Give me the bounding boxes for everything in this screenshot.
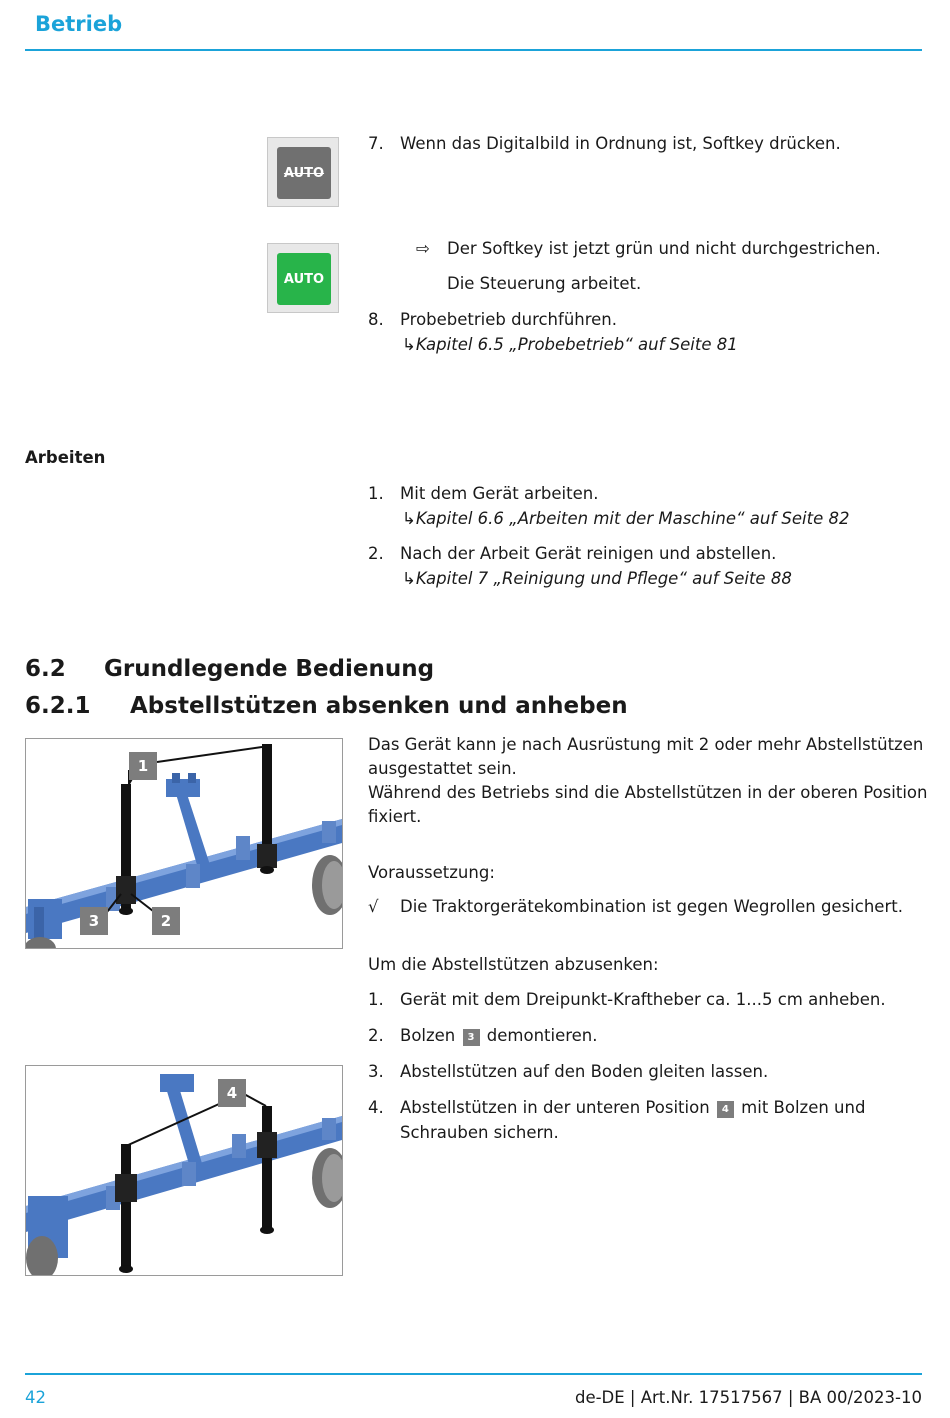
step-8-number: 8.	[368, 310, 384, 329]
clamp	[186, 864, 200, 888]
arbeiten-label: Arbeiten	[25, 448, 106, 467]
arbeiten-step-2-text: Nach der Arbeit Gerät reinigen und abstellen.	[400, 544, 777, 563]
lower-step-3-text: Abstellstützen auf den Boden gleiten lassen.	[400, 1062, 769, 1081]
arbeiten-step-1-number: 1.	[368, 484, 384, 503]
footer-doc-info: de-DE | Art.Nr. 17517567 | BA 00/2023-10	[574, 1388, 922, 1407]
softkey-auto-green-label: AUTO	[283, 271, 325, 287]
softkey-auto-grey-face	[277, 147, 331, 199]
figure1-callout-3: 3	[80, 907, 108, 935]
intro-line-1: Das Gerät kann je nach Ausrüstung mit 2 oder mehr Abstellstützen	[368, 735, 924, 754]
support-stand-left	[121, 1144, 131, 1270]
step-8-xref-link[interactable]	[402, 333, 738, 357]
link-icon: ↳	[402, 509, 416, 528]
section-number: 6.2	[25, 656, 66, 682]
result-line-1: Der Softkey ist jetzt grün und nicht durchgestrichen.	[447, 239, 881, 258]
softkey-auto-grey	[267, 137, 339, 207]
step-7-text: Wenn das Digitalbild in Ordnung ist, Softkey drücken.	[400, 134, 841, 153]
machine-illustration-raised	[26, 739, 342, 948]
clamp	[322, 821, 336, 843]
lower-step-4-pre: Abstellstützen in der unteren Position	[400, 1098, 710, 1117]
inline-callout-3: 3	[463, 1029, 480, 1046]
intro-line-4: fixiert.	[368, 807, 422, 826]
check-icon: √	[368, 897, 379, 916]
clamp	[322, 1118, 336, 1140]
lower-step-2-pre: Bolzen	[400, 1026, 456, 1045]
link-icon: ↳	[402, 569, 416, 588]
lower-step-1-number: 1.	[368, 990, 384, 1009]
support-stand-right	[262, 1106, 272, 1230]
frame-beam-highlight	[26, 819, 342, 914]
softkey-auto-grey-label: AUTO	[283, 165, 325, 181]
link-icon: ↳	[402, 335, 416, 354]
clamp	[236, 836, 250, 860]
header-rule	[25, 49, 922, 51]
subsection-title: Abstellstützen absenken und anheben	[130, 693, 628, 719]
step-8-xref-text: Kapitel 6.5 „Probebetrieb“ auf Seite 81	[415, 335, 738, 354]
headstock-mast	[166, 1084, 204, 1174]
arbeiten-step-1-text: Mit dem Gerät arbeiten.	[400, 484, 599, 503]
section-title: Grundlegende Bedienung	[104, 656, 435, 682]
figure2-callout-4: 4	[218, 1079, 246, 1107]
result-arrow-icon: ⇨	[416, 239, 430, 258]
figure-support-stands-raised	[25, 738, 343, 949]
softkey-auto-green-face	[277, 253, 331, 305]
lower-step-3-number: 3.	[368, 1062, 384, 1081]
softkey-auto-green	[267, 243, 339, 313]
intro-line-2: ausgestattet sein.	[368, 759, 517, 778]
arbeiten-step-1-xref-link[interactable]	[402, 507, 850, 531]
machine-illustration-lowered	[26, 1066, 342, 1275]
subsection-number: 6.2.1	[25, 693, 91, 719]
lower-label: Um die Abstellstützen abzusenken:	[368, 955, 659, 974]
step-7-number: 7.	[368, 134, 384, 153]
arbeiten-step-2-xref-link[interactable]	[402, 567, 792, 591]
arbeiten-step-2-xref-text: Kapitel 7 „Reinigung und Pflege“ auf Seite 88	[415, 569, 792, 588]
arbeiten-step-2-number: 2.	[368, 544, 384, 563]
lower-step-2-text	[400, 1024, 598, 1048]
lower-step-4-post: mit Bolzen und	[741, 1098, 866, 1117]
arbeiten-step-1-xref-text: Kapitel 6.6 „Arbeiten mit der Maschine“ auf Seite 82	[415, 509, 850, 528]
lower-step-1-text: Gerät mit dem Dreipunkt-Kraftheber ca. 1...5 cm anheben.	[400, 990, 886, 1009]
lower-step-2-number: 2.	[368, 1026, 384, 1045]
headstock-top	[160, 1074, 194, 1092]
lower-step-4-text	[400, 1096, 865, 1120]
frame-left-end	[28, 899, 62, 939]
inline-callout-4: 4	[717, 1101, 734, 1118]
lower-step-2-post: demontieren.	[486, 1026, 598, 1045]
lower-step-4-line2: Schrauben sichern.	[400, 1123, 559, 1142]
figure1-callout-1: 1	[129, 752, 157, 780]
page-number: 42	[25, 1388, 46, 1407]
lower-step-4-number: 4.	[368, 1098, 384, 1117]
figure1-callout-2: 2	[152, 907, 180, 935]
clamp	[232, 1134, 246, 1158]
header-title: Betrieb	[35, 12, 123, 36]
result-line-2: Die Steuerung arbeitet.	[447, 274, 642, 293]
clamp	[182, 1162, 196, 1186]
intro-line-3: Während des Betriebs sind die Abstellstützen in der oberen Position	[368, 783, 928, 802]
footer-rule	[25, 1373, 922, 1375]
prereq-label: Voraussetzung:	[368, 863, 495, 882]
step-8-text: Probebetrieb durchführen.	[400, 310, 618, 329]
prereq-text: Die Traktorgerätekombination ist gegen Wegrollen gesichert.	[400, 897, 903, 916]
figure-support-stands-lowered	[25, 1065, 343, 1276]
